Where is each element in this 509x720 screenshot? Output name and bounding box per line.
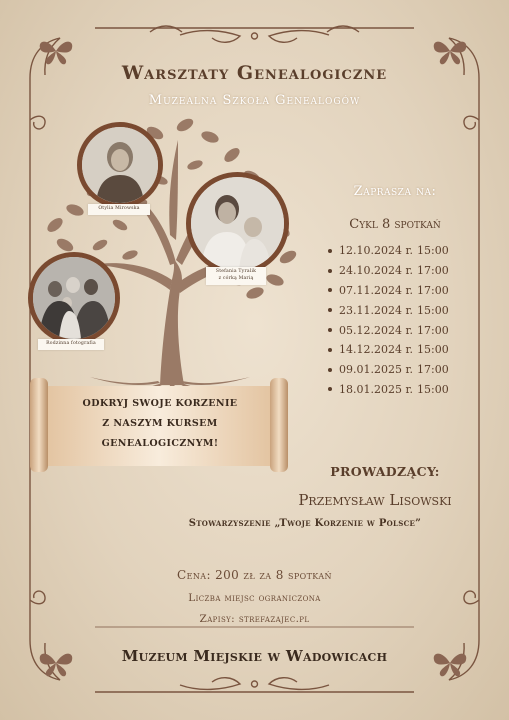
scroll-text — [55, 394, 265, 454]
meeting-time: 17:00 — [417, 283, 449, 297]
family-photo — [28, 252, 120, 344]
leader-name: Przemysław Lisowski — [298, 491, 452, 509]
date-list-item — [328, 261, 449, 281]
portrait-photo — [186, 172, 289, 275]
portrait-image — [191, 177, 284, 270]
portrait-image — [82, 127, 158, 203]
date-list-item — [328, 241, 449, 261]
bullet-icon — [328, 348, 332, 352]
photo-caption-line: z córką Marią — [218, 275, 254, 281]
meeting-time: 15:00 — [417, 382, 449, 396]
scroll-line: GENEALOGICZNYM! — [101, 438, 219, 449]
page-subtitle: Muzealna Szkoła Genealogów — [148, 93, 361, 108]
portrait-photo — [77, 122, 163, 208]
limited-seats-text: Liczba miejsc ograniczona — [188, 592, 321, 604]
family-photo-image — [33, 257, 115, 339]
photo-caption: Otylia Mirowska — [88, 204, 150, 215]
cycle-label: Cykl 8 spotkań — [349, 217, 441, 232]
meeting-time: 15:00 — [417, 303, 449, 317]
leader-organization: Stowarzyszenie „Twoje Korzenie w Polsce” — [188, 518, 422, 529]
date-list-item — [328, 300, 449, 320]
meeting-dates-list — [328, 241, 449, 399]
meeting-time: 17:00 — [417, 363, 449, 377]
venue-footer: Muzeum Miejskie w Wadowicach — [121, 647, 388, 665]
meeting-date: 07.11.2024 r. — [339, 283, 414, 297]
date-list-item — [328, 340, 449, 360]
meeting-date: 14.12.2024 r. — [339, 343, 414, 357]
scroll-line: ODKRYJ SWOJE KORZENIE — [82, 398, 238, 409]
meeting-date: 12.10.2024 r. — [339, 244, 414, 258]
bullet-icon — [328, 308, 332, 312]
invite-heading: Zaprasza na: — [353, 184, 437, 199]
meeting-date: 18.01.2025 r. — [339, 382, 414, 396]
meeting-date: 23.11.2024 r. — [339, 303, 414, 317]
date-list-item — [328, 281, 449, 301]
bullet-icon — [328, 288, 332, 292]
date-list-item — [328, 320, 449, 340]
price-text: Cena: 200 zł za 8 spotkań — [177, 568, 332, 582]
photo-caption — [206, 267, 266, 285]
bullet-icon — [328, 269, 332, 273]
leader-label: PROWADZĄCY: — [330, 464, 440, 479]
scroll-line: Z NASZYM KURSEM — [102, 418, 218, 429]
photo-caption: Rodzinna fotografia — [38, 339, 104, 350]
date-list-item — [328, 360, 449, 380]
meeting-date: 24.10.2024 r. — [339, 264, 414, 278]
signup-link[interactable]: Zapisy: strefazajec.pl — [199, 613, 310, 625]
bullet-icon — [328, 249, 332, 253]
meeting-time: 17:00 — [417, 264, 449, 278]
date-list-item — [328, 380, 449, 400]
page-title: Warsztaty Genealogiczne — [121, 62, 388, 84]
photo-caption-line: Stefania Tyralik — [215, 269, 257, 274]
meeting-time: 15:00 — [417, 343, 449, 357]
bullet-icon — [328, 387, 332, 391]
meeting-date: 05.12.2024 r. — [339, 323, 414, 337]
bullet-icon — [328, 368, 332, 372]
bullet-icon — [328, 328, 332, 332]
meeting-date: 09.01.2025 r. — [339, 363, 414, 377]
meeting-time: 15:00 — [417, 244, 449, 258]
meeting-time: 17:00 — [417, 323, 449, 337]
